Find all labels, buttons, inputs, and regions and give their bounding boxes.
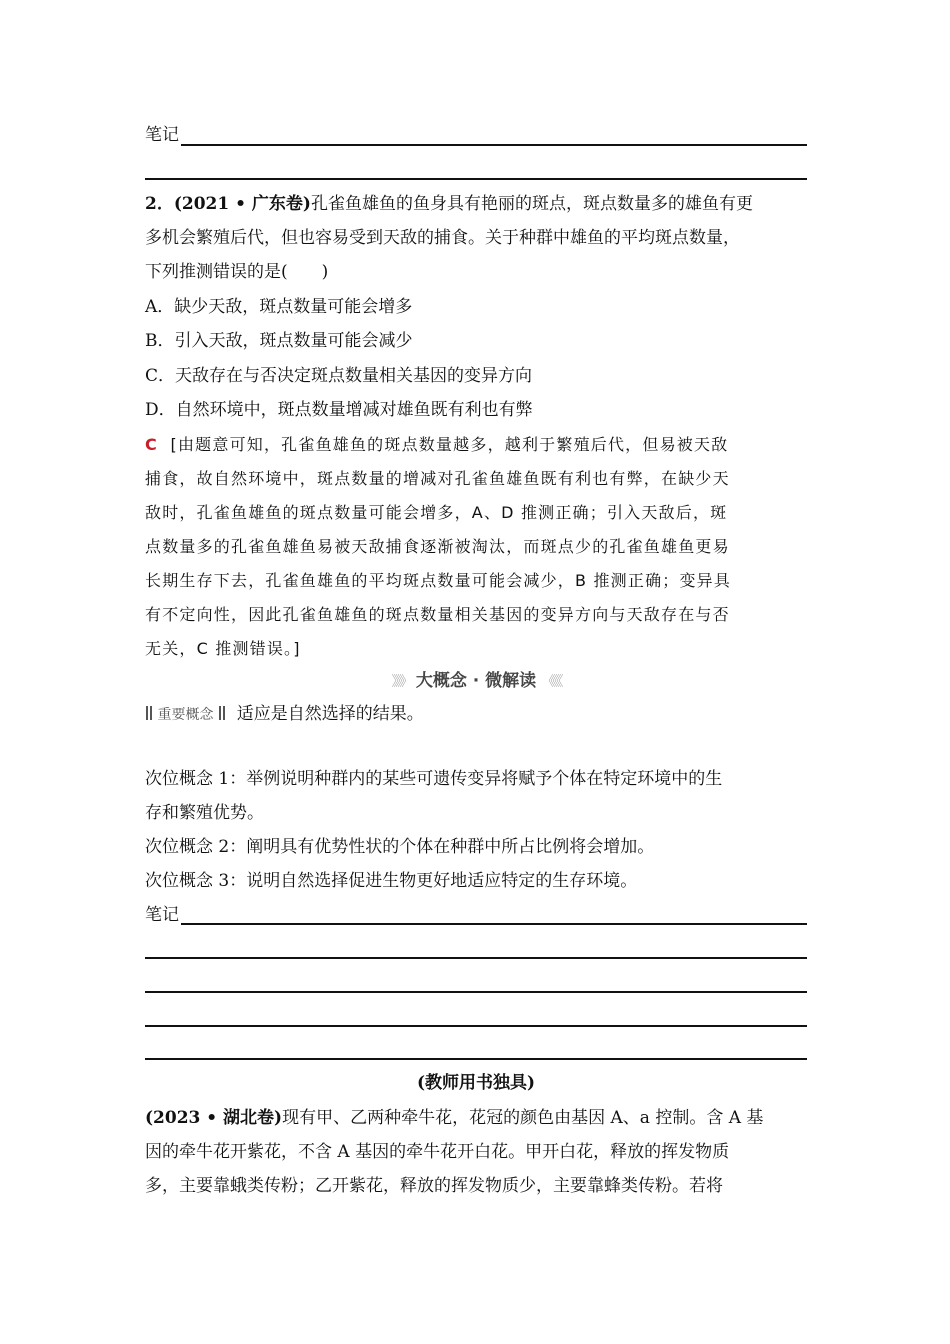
option-a: A．缺少天敌，斑点数量可能会增多 [145,297,413,317]
question-source: (2021 • 广东卷) [173,194,311,214]
explanation-line-3: 敌时，孔雀鱼雄鱼的斑点数量可能会增多，A、D 推测正确；引入天敌后，斑 [145,503,728,522]
note-line [181,144,807,146]
note-line [145,178,807,180]
explanation-line-1: C [由题意可知，孔雀鱼雄鱼的斑点数量越多，越利于繁殖后代，但易被天敌 [145,435,729,454]
question-number: 2． [145,194,174,214]
sub-concept-2: 次位概念 2：阐明具有优势性状的个体在种群中所占比例将会增加。 [145,837,655,857]
teacher-heading: (教师用书独具) [416,1073,536,1093]
key-concept-tag: 重要概念 [145,707,226,723]
explanation-line-4: 点数量多的孔雀鱼雄鱼易被天敌捕食逐渐被淘汰，而斑点少的孔雀鱼雄鱼更易 [145,537,730,556]
note-line [145,957,807,959]
teacher-line-2: 因的牵牛花开紫花，不含 A 基因的牵牛花开白花。甲开白花，释放的挥发物质 [145,1142,730,1162]
note-line [181,923,807,925]
question-stem-line-1: 2．(2021 • 广东卷)孔雀鱼雄鱼的鱼身具有艳丽的斑点，斑点数量多的雄鱼有更 [145,194,753,214]
explanation-line-5: 长期生存下去，孔雀鱼雄鱼的平均斑点数量可能会减少，B 推测正确；变异具 [145,571,732,590]
teacher-line-1: (2023 • 湖北卷)现有甲、乙两种牵牛花，花冠的颜色由基因 A、a 控制。含 A 基 [145,1108,764,1128]
note-line [145,1058,807,1060]
teacher-source: (2023 • 湖北卷) [145,1108,283,1128]
question-stem-line-3: 下列推测错误的是( ) [145,262,329,282]
question-stem-line-2: 多机会繁殖后代，但也容易受到天敌的捕食。关于种群中雄鱼的平均斑点数量， [145,228,740,248]
chevron-right-icon: 》》》 [391,674,411,690]
explanation-line-7: 无关，C 推测错误。] [145,639,301,658]
teacher-line-3: 多，主要靠蛾类传粉；乙开紫花，释放的挥发物质少，主要靠蜂类传粉。若将 [145,1176,723,1196]
explanation-line-6: 有不定向性，因此孔雀鱼雄鱼的斑点数量相关基因的变异方向与天敌存在与否 [145,605,730,624]
section-banner [145,664,807,699]
option-b: B．引入天敌，斑点数量可能会减少 [145,331,413,351]
option-d: D．自然环境中，斑点数量增减对雄鱼既有利也有弊 [145,400,533,420]
sub-concept-1-line-1: 次位概念 1：举例说明种群内的某些可遗传变异将赋予个体在特定环境中的生 [145,769,723,789]
sub-concept-3: 次位概念 3：说明自然选择促进生物更好地适应特定的生存环境。 [145,871,638,891]
explanation-line-2: 捕食，故自然环境中，斑点数量的增减对孔雀鱼雄鱼既有利也有弊，在缺少天 [145,469,730,488]
answer-letter: C [145,435,158,454]
note-label-top [145,118,807,152]
note-label: 笔记 [145,905,179,925]
note-line [145,991,807,993]
sub-concept-1-line-2: 存和繁殖优势。 [145,803,264,823]
banner-title: 大概念 · 微解读 [415,671,537,691]
note-line [145,1025,807,1027]
option-c: C．天敌存在与否决定斑点数量相关基因的变异方向 [145,366,533,386]
chevron-left-icon: 《《《 [541,674,561,690]
key-concept [145,697,807,732]
key-concept-text: 适应是自然选择的结果。 [236,704,424,724]
note-label-bottom [145,898,807,932]
note-label: 笔记 [145,125,179,145]
